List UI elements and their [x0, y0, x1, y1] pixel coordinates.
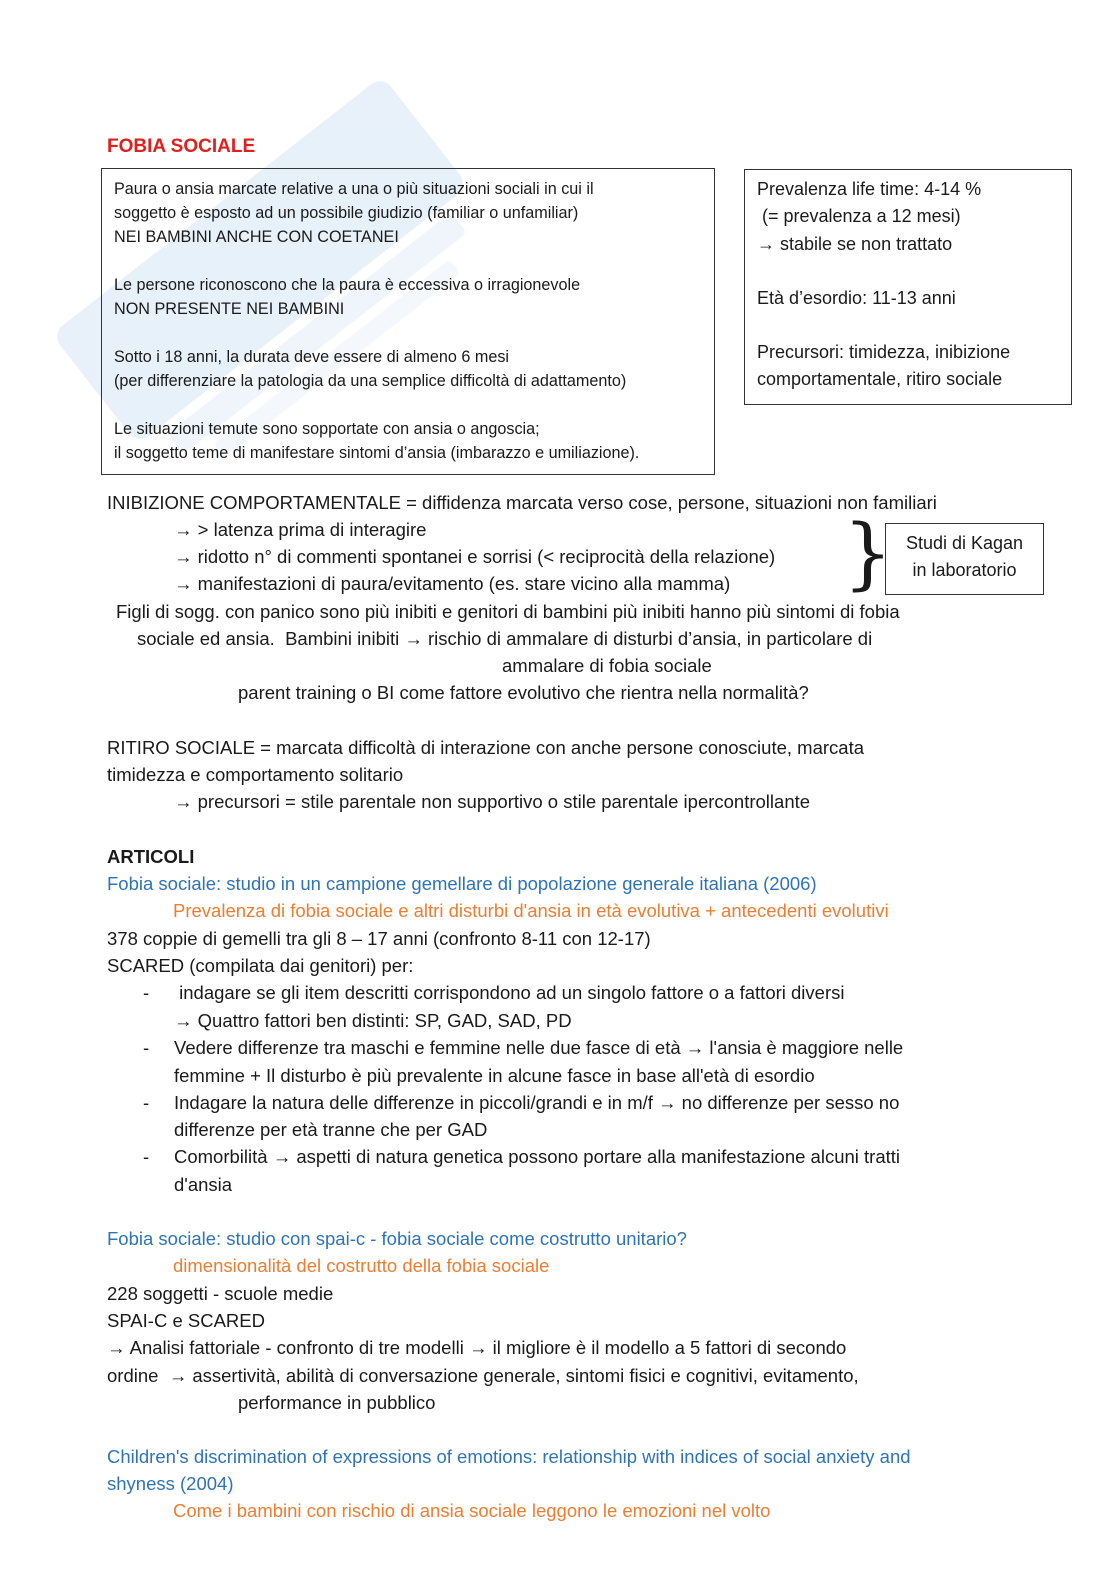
box-line: Le situazioni temute sono sopportate con ansia o angoscia; — [114, 420, 540, 438]
text-line: - — [143, 982, 150, 1003]
box-line: Età d’esordio: 11-13 anni — [757, 287, 956, 308]
text-line: → > latenza prima di interagire — [174, 519, 427, 540]
box-line: (per differenziare la patologia da una semplice difficoltà di adattamento) — [114, 372, 627, 390]
box-line: Le persone riconoscono che la paura è eccessiva o irragionevole — [114, 276, 581, 294]
article-title: Children's discrimination of expressions of emotions: relationship with indices of social anxiety and — [107, 1446, 911, 1467]
text-line: femmine + Il disturbo è più prevalente in alcune fasce in base all'età di esordio — [174, 1065, 815, 1086]
article-subtitle: Come i bambini con rischio di ansia sociale leggono le emozioni nel volto — [173, 1500, 771, 1521]
text-line: SCARED (compilata dai genitori) per: — [107, 955, 414, 976]
text-line: - — [143, 1092, 150, 1113]
text-line: → manifestazioni di paura/evitamento (es. stare vicino alla mamma) — [174, 573, 731, 594]
text-line: Figli di sogg. con panico sono più inibiti e genitori di bambini più inibiti hanno più sintomi di fobia — [116, 601, 900, 622]
criteria-box — [101, 168, 715, 475]
article-title: Fobia sociale: studio con spai-c - fobia sociale come costrutto unitario? — [107, 1228, 687, 1249]
text-line: ordine → assertività, abilità di conversazione generale, sintomi fisici e cognitivi, evitamento, — [107, 1365, 859, 1386]
box-line: Sotto i 18 anni, la durata deve essere di almeno 6 mesi — [114, 348, 510, 366]
prevalence-box — [744, 169, 1072, 405]
box-paragraph — [757, 285, 1059, 312]
text-line: performance in pubblico — [238, 1392, 436, 1413]
text-line: 378 coppie di gemelli tra gli 8 – 17 anni (confronto 8-11 con 12-17) — [107, 928, 651, 949]
text-line: timidezza e comportamento solitario — [107, 764, 404, 785]
text-line: → ridotto n° di commenti spontanei e sorrisi (< reciprocità della relazione) — [174, 546, 776, 567]
text-line: sociale ed ansia. Bambini inibiti → rischio di ammalare di disturbi d’ansia, in particolare di — [137, 628, 873, 649]
box-paragraph — [114, 417, 702, 465]
text-line: → precursori = stile parentale non supportivo o stile parentale ipercontrollante — [174, 791, 811, 812]
box-line: Prevalenza life time: 4-14 % — [757, 179, 982, 199]
box-paragraph — [114, 177, 702, 249]
box-paragraph — [757, 339, 1059, 394]
box-line: (= prevalenza a 12 mesi) — [757, 206, 961, 227]
text-line: → Analisi fattoriale - confronto di tre modelli → il migliore è il modello a 5 fattori di secondo — [107, 1337, 847, 1358]
text-line: 228 soggetti - scuole medie — [107, 1283, 334, 1304]
text-line: - — [143, 1146, 150, 1167]
box-paragraph — [757, 176, 1059, 258]
kagan-box — [885, 523, 1044, 595]
kagan-line: in laboratorio — [912, 559, 1017, 580]
text-line: indagare se gli item descritti corrispondono ad un singolo fattore o a fattori diversi — [174, 982, 845, 1003]
box-line: NEI BAMBINI ANCHE CON COETANEI — [114, 228, 399, 246]
box-paragraph — [114, 273, 702, 321]
box-line: NON PRESENTE NEI BAMBINI — [114, 300, 345, 318]
text-line: Comorbilità → aspetti di natura genetica possono portare alla manifestazione alcuni tratti — [174, 1146, 901, 1167]
text-line: RITIRO SOCIALE = marcata difficoltà di interazione con anche persone conosciute, marcata — [107, 737, 864, 758]
brace-symbol: } — [843, 509, 893, 599]
section-heading: ARTICOLI — [107, 846, 195, 867]
text-line: INIBIZIONE COMPORTAMENTALE = diffidenza marcata verso cose, persone, situazioni non familiari — [107, 492, 937, 513]
box-line: Precursori: timidezza, inibizione — [757, 342, 1011, 363]
box-line: comportamentale, ritiro sociale — [757, 369, 1003, 390]
text-line: - — [143, 1037, 150, 1058]
article-title: shyness (2004) — [107, 1473, 234, 1494]
article-subtitle: Prevalenza di fobia sociale e altri disturbi d'ansia in età evolutiva + antecedenti evolutivi — [173, 900, 889, 921]
text-line: Vedere differenze tra maschi e femmine nelle due fasce di età → l'ansia è maggiore nelle — [174, 1037, 904, 1058]
page-title: FOBIA SOCIALE — [107, 136, 256, 157]
text-line: d'ansia — [174, 1174, 233, 1195]
text-line: ammalare di fobia sociale — [502, 655, 712, 676]
text-line: SPAI-C e SCARED — [107, 1310, 265, 1331]
kagan-line: Studi di Kagan — [905, 533, 1024, 553]
article-title: Fobia sociale: studio in un campione gemellare di popolazione generale italiana (2006) — [107, 873, 817, 894]
box-line: → stabile se non trattato — [757, 233, 953, 254]
text-line: differenze per età tranne che per GAD — [174, 1119, 488, 1140]
box-line: il soggetto teme di manifestare sintomi d’ansia (imbarazzo e umiliazione). — [114, 444, 640, 462]
text-line: Indagare la natura delle differenze in piccoli/grandi e in m/f → no differenze per sesso no — [174, 1092, 900, 1113]
article-subtitle: dimensionalità del costrutto della fobia sociale — [173, 1255, 550, 1276]
text-line: → Quattro fattori ben distinti: SP, GAD, SAD, PD — [174, 1010, 572, 1031]
box-paragraph — [114, 345, 702, 393]
box-line: soggetto è esposto ad un possibile giudizio (familiar o unfamiliar) — [114, 204, 579, 222]
text-line: parent training o BI come fattore evolutivo che rientra nella normalità? — [238, 682, 809, 703]
box-line: Paura o ansia marcate relative a una o più situazioni sociali in cui il — [114, 180, 594, 198]
